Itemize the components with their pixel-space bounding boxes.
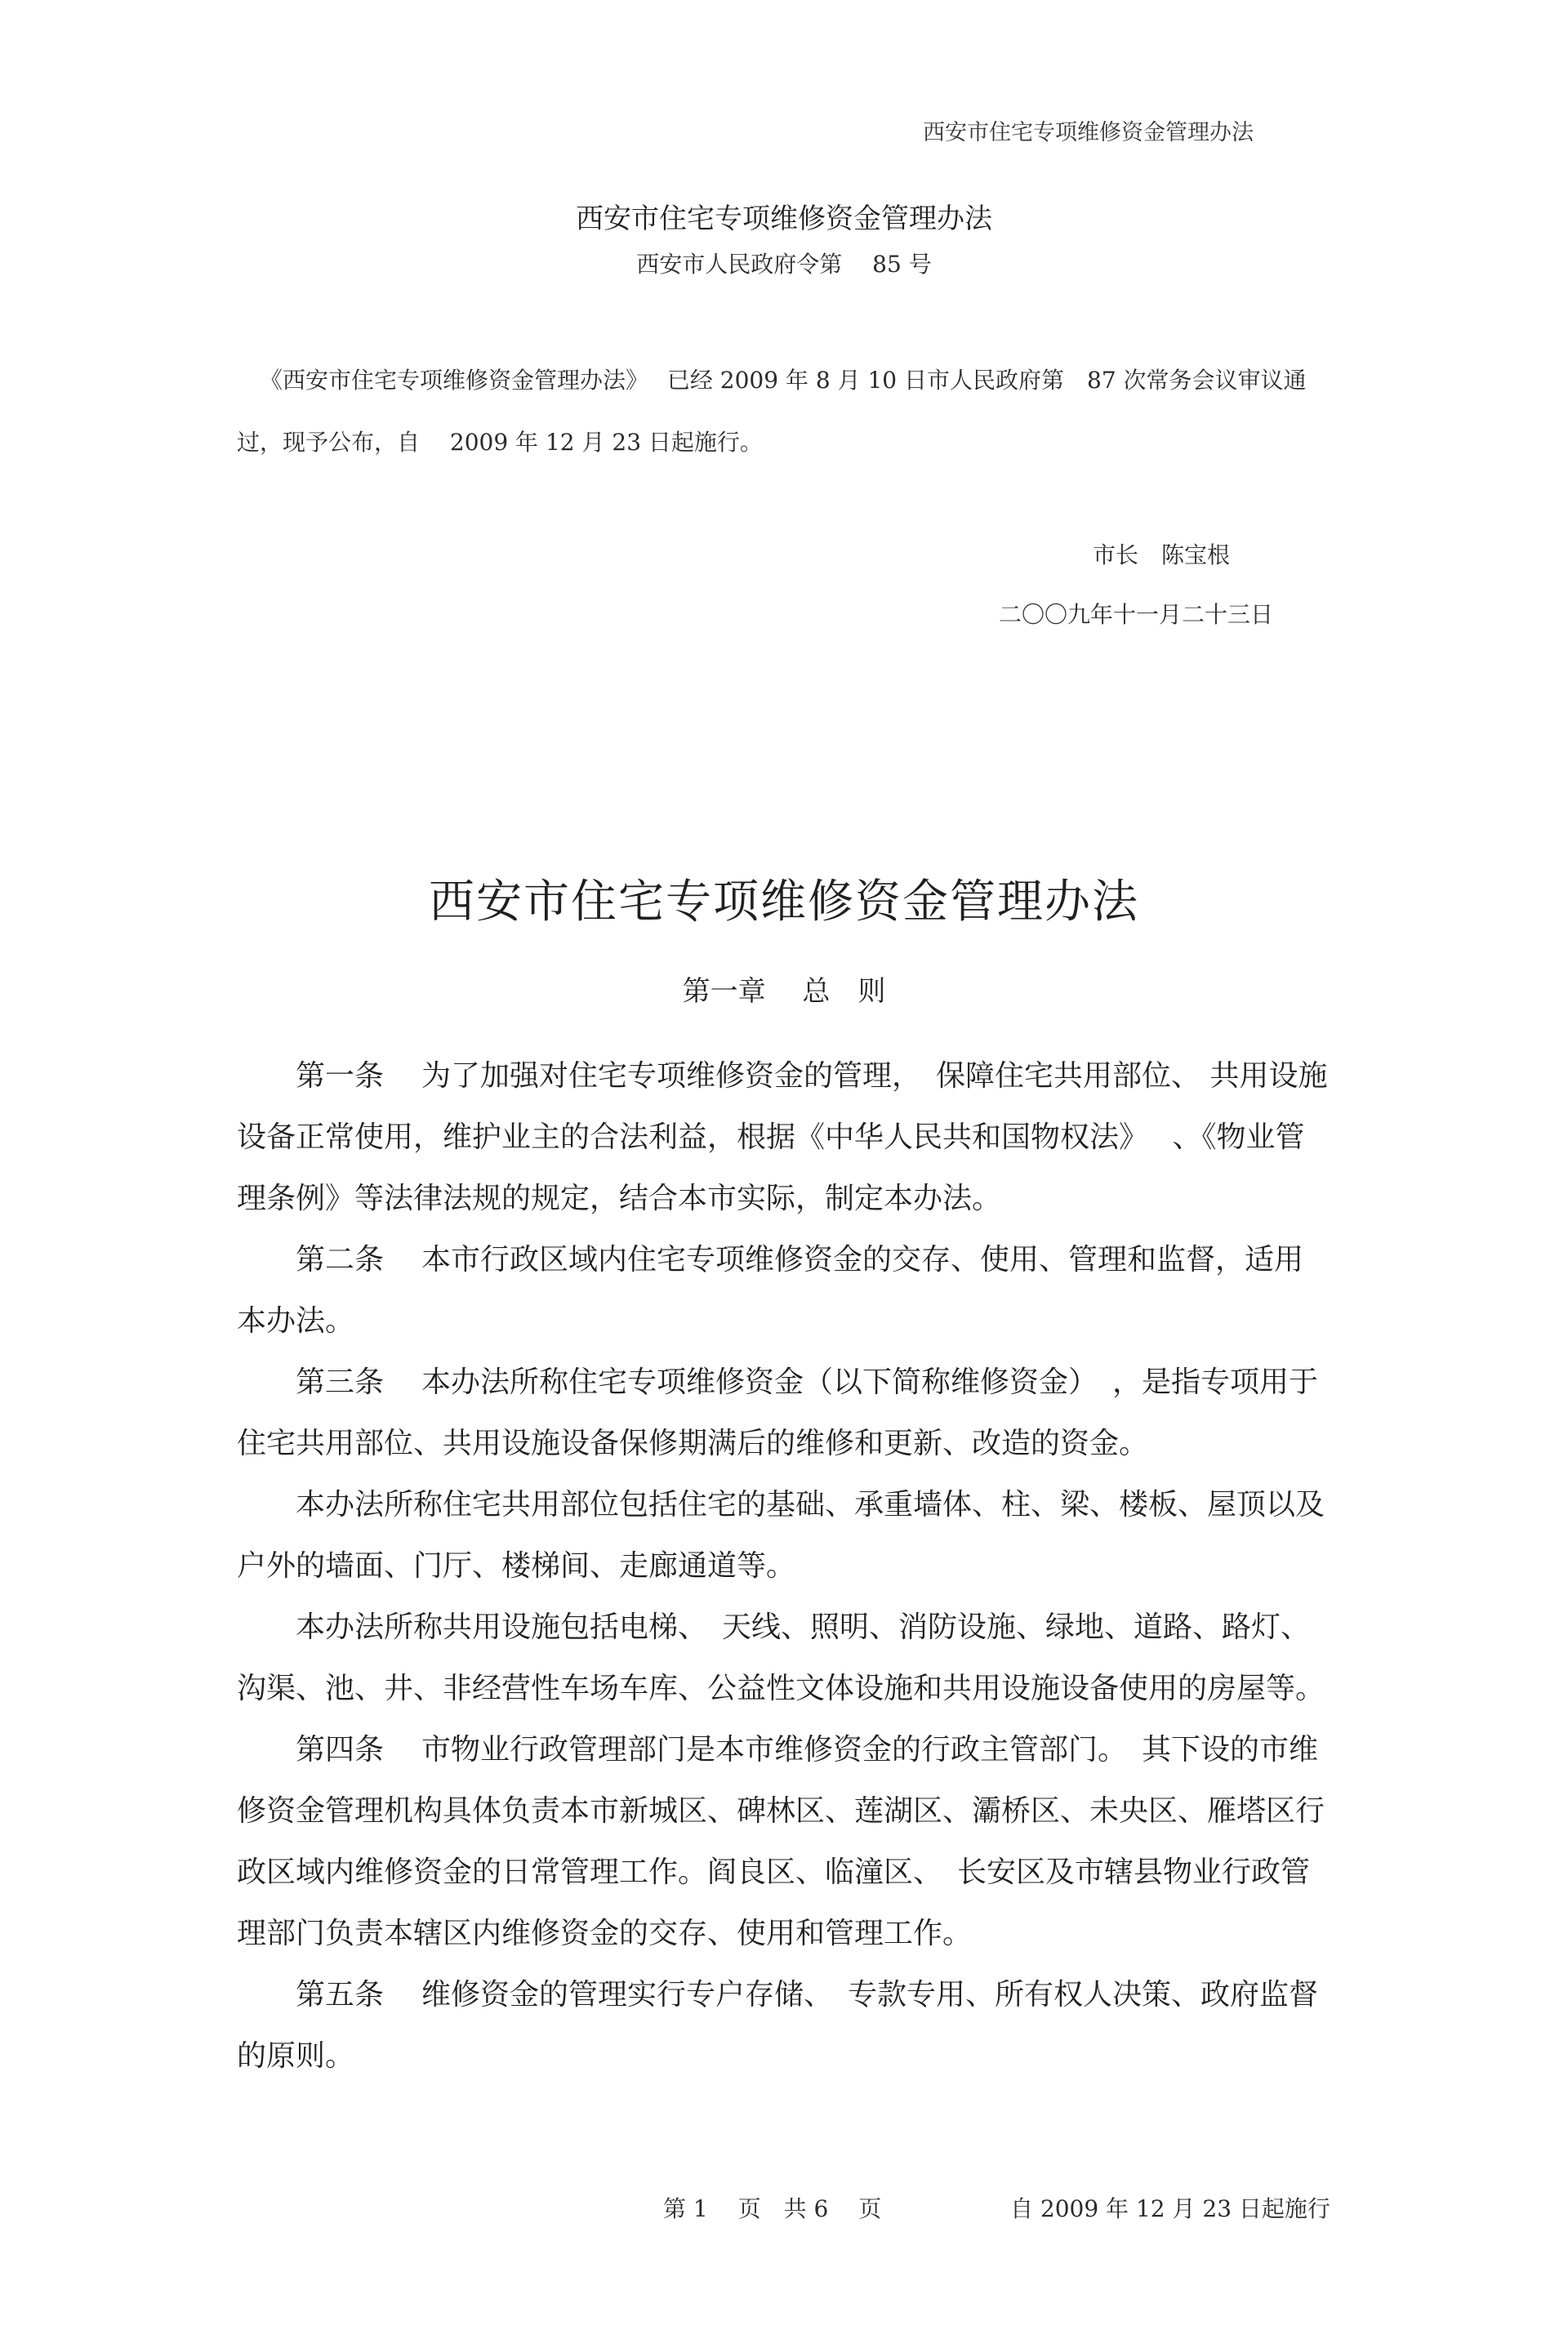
paragraph-text: 维修资金的管理实行专户存储、 专款专用、所有权人决策、政府监督的原则。 <box>237 1978 1319 2073</box>
paragraph-text: 为了加强对住宅专项维修资金的管理， 保障住宅共用部位、 共用设施设备正常使用，维护业主的合法利益，根据《中华人民共和国物权法》 、《物业管理条例》等法律法规的规定，结合本市实际，制定本办法。 <box>237 1059 1328 1215</box>
paragraph <box>237 1045 1331 1229</box>
preamble-text: 《西安市住宅专项维修资金管理办法》 已经 2009 年 8 月 10 日市人民政府第 87 次常务会议审议通过，现予公布，自 2009 年 12 月 23 日起施行。 <box>237 367 1307 456</box>
paragraph <box>237 1964 1331 2087</box>
paragraph-text: 本办法所称共用设施包括电梯、 天线、照明、消防设施、绿地、道路、路灯、沟渠、池、井、非经营性车场车库、公益性文体设施和共用设施设备使用的房屋等。 <box>237 1611 1325 1705</box>
article-number: 第五条 <box>296 1978 385 2012</box>
article-number: 第三条 <box>296 1366 385 1399</box>
paragraph <box>237 1597 1331 1719</box>
page-number: 第 1 页 共 6 页 <box>663 2195 882 2222</box>
document-body <box>237 1045 1331 2087</box>
paragraph-text: 本办法所称住宅专项维修资金（以下简称维修资金） ，是指专项用于住宅共用部位、共用设施设备保修期满后的维修和更新、改造的资金。 <box>237 1366 1319 1460</box>
paragraph <box>237 1719 1331 1964</box>
chapter-heading: 第一章 总 则 <box>682 975 886 1008</box>
signing-date: 二〇〇九年十一月二十三日 <box>999 601 1274 628</box>
paragraph <box>237 1474 1331 1597</box>
notice-preamble <box>237 350 1331 474</box>
paragraph-text: 本办法所称住宅共用部位包括住宅的基础、承重墙体、柱、梁、楼板、屋顶以及户外的墙面、门厅、楼梯间、走廊通道等。 <box>237 1488 1325 1583</box>
notice-title: 西安市住宅专项维修资金管理办法 <box>576 203 992 235</box>
article-number: 第一条 <box>296 1059 385 1093</box>
effective-date-footer: 自 2009 年 12 月 23 日起施行 <box>1010 2195 1330 2222</box>
article-number: 第四条 <box>296 1733 385 1767</box>
signature: 市长 陈宝根 <box>1093 541 1231 568</box>
paragraph-text: 本市行政区域内住宅专项维修资金的交存、使用、管理和监督，适用本办法。 <box>237 1243 1304 1338</box>
running-header: 西安市住宅专项维修资金管理办法 <box>923 120 1254 145</box>
document-title: 西安市住宅专项维修资金管理办法 <box>429 875 1139 929</box>
article-number: 第二条 <box>296 1243 385 1276</box>
paragraph-text: 市物业行政管理部门是本市维修资金的行政主管部门。 其下设的市维修资金管理机构具体负责本市新城区、碑林区、莲湖区、灞桥区、未央区、雁塔区行政区域内维修资金的日常管理工作。阎良区、临潼区、 长安区及市辖县物业行政管理部门负责本辖区内维修资金的交存、使用和管理工作。 <box>237 1733 1325 1950</box>
paragraph <box>237 1229 1331 1352</box>
paragraph <box>237 1352 1331 1474</box>
order-number: 西安市人民政府令第 85 号 <box>636 251 932 278</box>
